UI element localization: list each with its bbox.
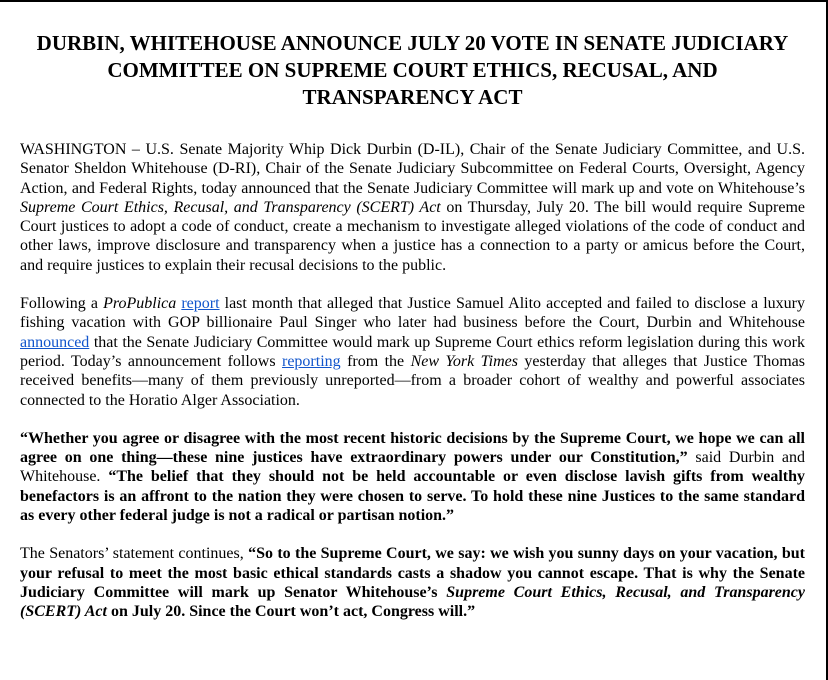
article-body [20, 140, 805, 622]
report-link[interactable]: report [181, 295, 220, 313]
p2-text-e: yesterday that alleges that Justice Thomas received benefits—many of them previously unreported—from a broader cohort of wealthy and powerful associates connected to the Horatio Alger Association. [20, 352, 806, 409]
p2-text-a: Following a [20, 295, 104, 313]
propublica-name: ProPublica [103, 295, 177, 313]
quote-part-1: “Whether you agree or disagree with the most recent historic decisions by the Supreme Court, we hope we can all agree on one thing—these nine justices have extraordinary powers under our Constitution,” [20, 429, 805, 467]
p4-text-a: The Senators’ statement continues, [20, 545, 249, 563]
paragraph-quote [20, 429, 805, 525]
statement-part-1: “So to the Supreme Court, we say: we wish you sunny days on your vacation, but your refusal to meet the most basic ethical standards casts a shadow you cannot escape. That is why the Senate Judiciary Committee will mark up Senator Whitehouse’s [20, 545, 806, 601]
p2-text-d: from the [340, 352, 411, 370]
paragraph-context [20, 294, 805, 410]
p1-text-b: on Thursday, July 20. The bill would require Supreme Court justices to adopt a code of conduct, create a mechanism to investigate alleged violations of the code of conduct and other laws, improve disclosure and transparency when a justice has a connection to a party or amicus before the Court, and require justices to explain their recusal decisions to the public. [20, 198, 806, 274]
press-release [20, 30, 805, 641]
top-border [0, 0, 828, 2]
p1-text-a: WASHINGTON – U.S. Senate Majority Whip Dick Durbin (D-IL), Chair of the Senate Judiciary Committee, and U.S. Senator Sheldon Whitehouse (D-RI), Chair of the Senate Judiciary Subcommittee on Federal Courts, Oversight, Agency Action, and Federal Rights, today announced that the Senate Judiciary Committee will mark up and vote on Whitehouse’s [20, 141, 805, 197]
nyt-name: New York Times [410, 352, 518, 370]
paragraph-intro [20, 140, 805, 275]
statement-act-title: Supreme Court Ethics, Recusal, and Transparency (SCERT) Act [20, 583, 806, 621]
attribution: said Durbin and Whitehouse. [20, 449, 806, 486]
statement-part-2: on July 20. Since the Court won’t act, Congress will.” [106, 603, 476, 621]
act-title: Supreme Court Ethics, Recusal, and Transparency (SCERT) Act [20, 198, 441, 216]
quote-part-2: “The belief that they should not be held accountable or even disclose lavish gifts from wealthy benefactors is an affront to the nation they were chosen to serve. To hold these nine Justices to the same standard as every other federal judge is not a radical or partisan notion.” [20, 468, 805, 525]
announced-link[interactable]: announced [20, 333, 90, 351]
headline: DURBIN, WHITEHOUSE ANNOUNCE JULY 20 VOTE IN SENATE JUDICIARY COMMITTEE ON SUPREME COURT ETHICS, RECUSAL, AND TRANSPARENCY ACT [36, 31, 789, 109]
p2-text-c: that the Senate Judiciary Committee would mark up Supreme Court ethics reform legislation during this work period. Today’s announcement follows [20, 333, 805, 370]
p2-text-b: last month that alleged that Justice Samuel Alito accepted and failed to disclose a luxury fishing vacation with GOP billionaire Paul Singer who later had business before the Court, Durbin and Whitehouse [20, 295, 805, 332]
paragraph-statement [20, 544, 805, 621]
reporting-link[interactable]: reporting [282, 352, 341, 370]
